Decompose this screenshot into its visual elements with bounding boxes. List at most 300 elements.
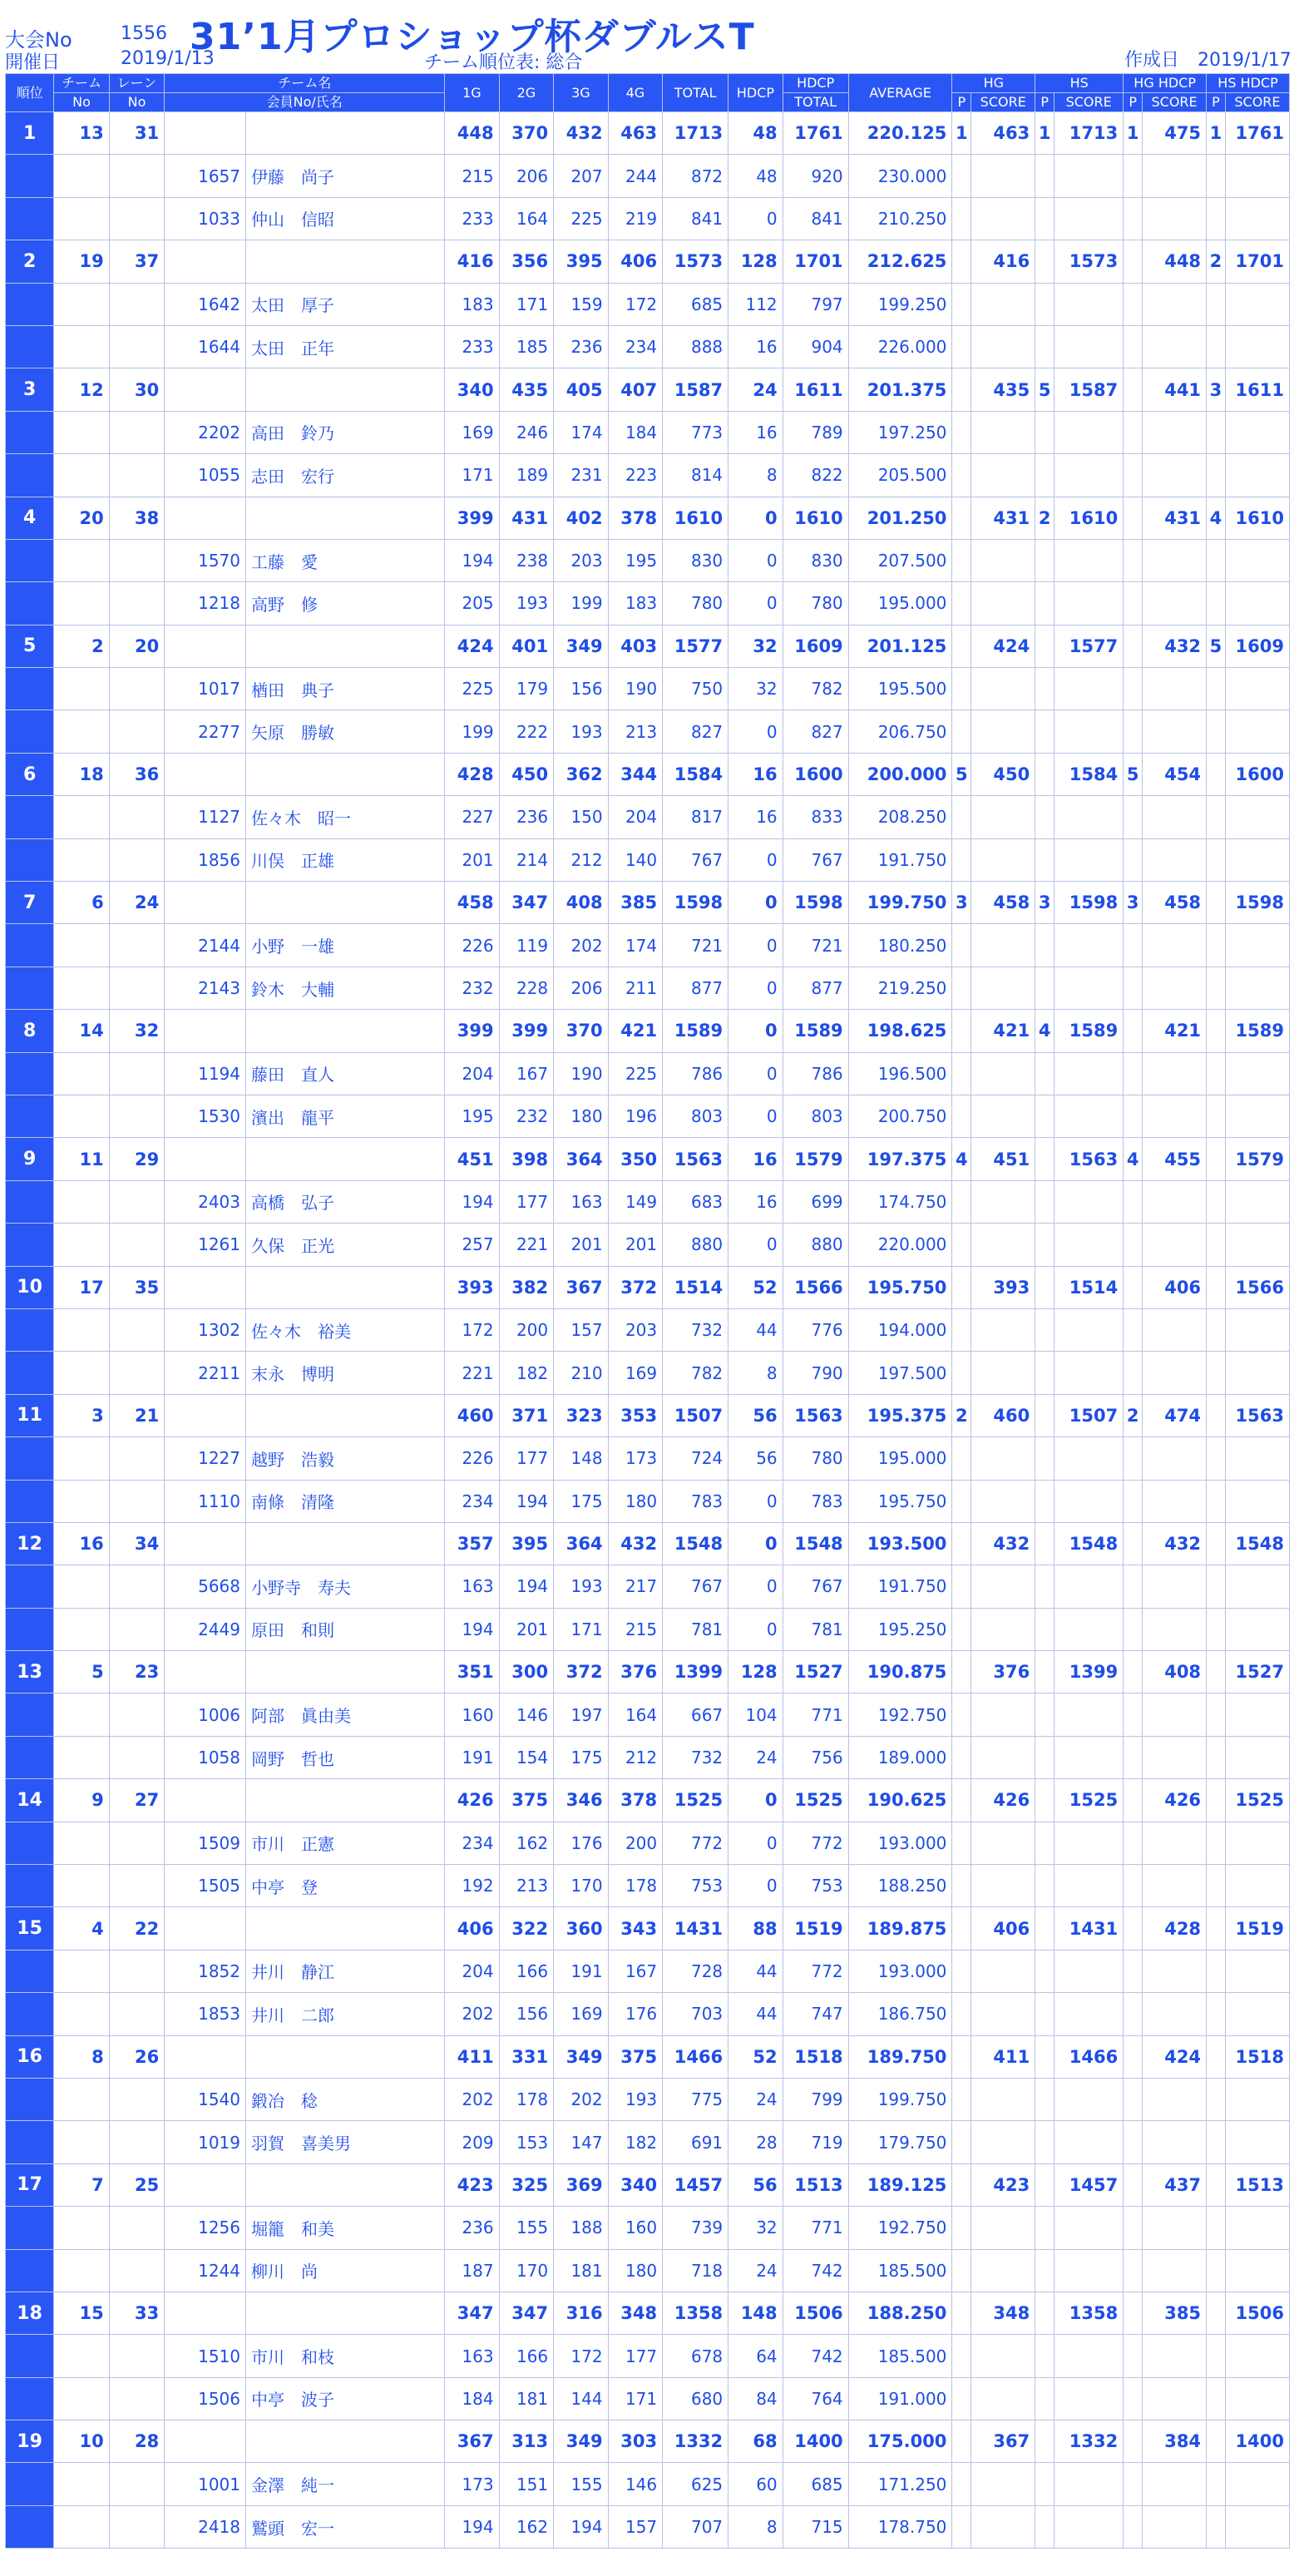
game-2-cell: 238 [499, 539, 554, 581]
award-empty-cell [1143, 2121, 1207, 2163]
award-empty-cell [952, 1950, 971, 1992]
average-cell: 179.750 [848, 2121, 952, 2163]
hg-hdcp-score-cell: 385 [1143, 2292, 1207, 2334]
member-row [6, 1180, 1290, 1223]
hs-place-cell [1035, 240, 1054, 283]
total-cell: 877 [663, 967, 728, 1009]
hdcp-total-cell: 1400 [783, 2420, 848, 2463]
hdcp-total-cell: 721 [783, 924, 848, 967]
game-3-cell: 364 [554, 1522, 609, 1565]
member-no-cell: 1644 [165, 325, 246, 368]
award-empty-cell [1207, 2078, 1226, 2120]
lane-no-cell [109, 155, 165, 197]
game-4-cell: 167 [608, 1950, 663, 1992]
member-no-cell [165, 368, 246, 411]
lane-no-cell [109, 1095, 165, 1137]
game-2-cell: 431 [499, 497, 554, 539]
hg-hdcp-place-cell [1124, 625, 1143, 667]
member-row [6, 1822, 1290, 1864]
game-2-cell: 450 [499, 753, 554, 795]
award-empty-cell [1207, 1352, 1226, 1394]
game-2-cell: 154 [499, 1736, 554, 1778]
award-empty-cell [1054, 1480, 1124, 1522]
game-4-cell: 196 [608, 1095, 663, 1137]
member-no-cell: 1001 [165, 2463, 246, 2505]
hg-place-cell [952, 1907, 971, 1950]
hg-hdcp-place-cell: 2 [1124, 1394, 1143, 1436]
award-empty-cell [952, 454, 971, 497]
member-no-cell [165, 882, 246, 924]
col-lane-1: レーン [109, 74, 165, 93]
game-1-cell: 393 [445, 1266, 500, 1308]
col-average: AVERAGE [848, 74, 952, 112]
col-hg-score: SCORE [971, 93, 1035, 112]
col-teamname-1: チーム名 [165, 74, 445, 93]
hdcp-cell: 0 [728, 838, 783, 881]
game-1-cell: 204 [445, 1052, 500, 1095]
award-empty-cell [971, 582, 1035, 625]
award-empty-cell [1225, 325, 1289, 368]
game-2-cell: 189 [499, 454, 554, 497]
award-empty-cell [1035, 1095, 1054, 1137]
award-empty-cell [1035, 411, 1054, 453]
team-no-cell [54, 1822, 110, 1864]
game-4-cell: 183 [608, 582, 663, 625]
award-empty-cell [1124, 411, 1143, 453]
award-empty-cell [1225, 2249, 1289, 2292]
game-3-cell: 202 [554, 2078, 609, 2120]
member-row [6, 1095, 1290, 1137]
lane-no-cell [109, 197, 165, 240]
team-no-cell [54, 924, 110, 967]
award-empty-cell [1054, 1052, 1124, 1095]
award-empty-cell [1054, 668, 1124, 710]
hg-hdcp-score-cell: 406 [1143, 1266, 1207, 1308]
award-empty-cell [1207, 1565, 1226, 1608]
award-empty-cell [952, 1052, 971, 1095]
hg-place-cell: 3 [952, 882, 971, 924]
lane-no-cell [109, 411, 165, 453]
hdcp-total-cell: 1611 [783, 368, 848, 411]
member-row [6, 2207, 1290, 2249]
rank-cell: 7 [6, 882, 54, 924]
team-no-cell [54, 1736, 110, 1778]
game-4-cell: 182 [608, 2121, 663, 2163]
award-empty-cell [952, 2335, 971, 2377]
total-cell: 1399 [663, 1651, 728, 1693]
award-empty-cell [1035, 2335, 1054, 2377]
award-empty-cell [1207, 1180, 1226, 1223]
game-2-cell: 194 [499, 1565, 554, 1608]
total-cell: 803 [663, 1095, 728, 1137]
award-empty-cell [1054, 539, 1124, 581]
team-name-cell [246, 1266, 445, 1308]
lane-no-cell: 29 [109, 1138, 165, 1180]
lane-no-cell [109, 1736, 165, 1778]
member-name-cell: 川俣 正雄 [246, 838, 445, 881]
hdcp-cell: 0 [728, 197, 783, 240]
average-cell: 199.750 [848, 2078, 952, 2120]
game-4-cell: 348 [608, 2292, 663, 2334]
lane-no-cell: 22 [109, 1907, 165, 1950]
total-cell: 1610 [663, 497, 728, 539]
game-1-cell: 234 [445, 1480, 500, 1522]
game-3-cell: 175 [554, 1736, 609, 1778]
game-4-cell: 212 [608, 1736, 663, 1778]
member-no-cell: 1055 [165, 454, 246, 497]
award-empty-cell [1035, 539, 1054, 581]
award-empty-cell [1225, 2505, 1289, 2548]
hs-hdcp-score-cell: 1518 [1225, 2035, 1289, 2078]
member-row [6, 582, 1290, 625]
team-row [6, 2163, 1290, 2206]
hs-score-cell: 1399 [1054, 1651, 1124, 1693]
game-3-cell: 172 [554, 2335, 609, 2377]
hdcp-total-cell: 1527 [783, 1651, 848, 1693]
report-subtitle: チーム順位表: 総合 [424, 52, 583, 73]
award-empty-cell [1143, 1865, 1207, 1907]
hg-place-cell [952, 2420, 971, 2463]
col-teamname-2: 会員No/氏名 [165, 93, 445, 112]
award-empty-cell [1035, 2078, 1054, 2120]
hg-place-cell [952, 1266, 971, 1308]
game-3-cell: 150 [554, 796, 609, 838]
award-empty-cell [1035, 1352, 1054, 1394]
award-empty-cell [971, 2335, 1035, 2377]
award-empty-cell [1207, 2463, 1226, 2505]
member-name-cell: 中亭 登 [246, 1865, 445, 1907]
game-3-cell: 349 [554, 2420, 609, 2463]
hdcp-total-cell: 827 [783, 710, 848, 753]
award-empty-cell [1054, 1565, 1124, 1608]
hg-hdcp-score-cell: 448 [1143, 240, 1207, 283]
award-empty-cell [952, 1308, 971, 1351]
award-empty-cell [1035, 1993, 1054, 2035]
hs-score-cell: 1507 [1054, 1394, 1124, 1436]
game-1-cell: 160 [445, 1693, 500, 1736]
hdcp-cell: 16 [728, 753, 783, 795]
hdcp-total-cell: 756 [783, 1736, 848, 1778]
game-2-cell: 325 [499, 2163, 554, 2206]
hs-hdcp-place-cell [1207, 1651, 1226, 1693]
hdcp-total-cell: 1579 [783, 1138, 848, 1180]
hg-hdcp-score-cell: 474 [1143, 1394, 1207, 1436]
rank-cell [6, 1052, 54, 1095]
award-empty-cell [1143, 2249, 1207, 2292]
award-empty-cell [1035, 1822, 1054, 1864]
member-name-cell: 小野寺 寿夫 [246, 1565, 445, 1608]
average-cell: 189.875 [848, 1907, 952, 1950]
lane-no-cell: 20 [109, 625, 165, 667]
lane-no-cell [109, 2249, 165, 2292]
award-empty-cell [1207, 582, 1226, 625]
average-cell: 220.125 [848, 112, 952, 155]
award-empty-cell [1207, 2335, 1226, 2377]
hs-place-cell [1035, 2035, 1054, 2078]
award-empty-cell [1054, 155, 1124, 197]
team-row [6, 497, 1290, 539]
member-row [6, 1352, 1290, 1394]
game-3-cell: 360 [554, 1907, 609, 1950]
total-cell: 691 [663, 2121, 728, 2163]
member-name-cell: 市川 和枝 [246, 2335, 445, 2377]
total-cell: 781 [663, 1608, 728, 1650]
member-no-cell [165, 2420, 246, 2463]
award-empty-cell [1207, 411, 1226, 453]
game-3-cell: 174 [554, 411, 609, 453]
award-empty-cell [1207, 1224, 1226, 1266]
award-empty-cell [1207, 1950, 1226, 1992]
team-no-cell: 16 [54, 1522, 110, 1565]
rank-cell: 17 [6, 2163, 54, 2206]
average-cell: 219.250 [848, 967, 952, 1009]
member-no-cell: 5668 [165, 1565, 246, 1608]
game-3-cell: 155 [554, 2463, 609, 2505]
average-cell: 195.375 [848, 1394, 952, 1436]
award-empty-cell [1124, 2078, 1143, 2120]
average-cell: 193.000 [848, 1950, 952, 1992]
award-empty-cell [1143, 1993, 1207, 2035]
award-empty-cell [952, 2121, 971, 2163]
average-cell: 194.000 [848, 1308, 952, 1351]
member-no-cell: 1530 [165, 1095, 246, 1137]
award-empty-cell [1054, 838, 1124, 881]
award-empty-cell [1054, 2505, 1124, 2548]
hdcp-cell: 84 [728, 2377, 783, 2420]
hdcp-total-cell: 747 [783, 1993, 848, 2035]
member-no-cell: 2211 [165, 1352, 246, 1394]
rank-cell [6, 539, 54, 581]
member-name-cell: 太田 正年 [246, 325, 445, 368]
total-cell: 707 [663, 2505, 728, 2548]
member-row [6, 924, 1290, 967]
member-name-cell: 南條 清隆 [246, 1480, 445, 1522]
average-cell: 201.125 [848, 625, 952, 667]
game-1-cell: 226 [445, 924, 500, 967]
game-4-cell: 225 [608, 1052, 663, 1095]
game-2-cell: 399 [499, 1010, 554, 1052]
member-name-cell: 小野 一雄 [246, 924, 445, 967]
hs-hdcp-place-cell: 1 [1207, 112, 1226, 155]
award-empty-cell [1225, 539, 1289, 581]
hg-hdcp-place-cell [1124, 1010, 1143, 1052]
hdcp-total-cell: 772 [783, 1950, 848, 1992]
award-empty-cell [1143, 2463, 1207, 2505]
game-2-cell: 370 [499, 112, 554, 155]
hdcp-cell: 0 [728, 539, 783, 581]
total-cell: 732 [663, 1308, 728, 1351]
team-no-cell [54, 1180, 110, 1223]
game-4-cell: 244 [608, 155, 663, 197]
award-empty-cell [1124, 1352, 1143, 1394]
member-row [6, 325, 1290, 368]
col-hg-p: P [952, 93, 971, 112]
award-empty-cell [1124, 1693, 1143, 1736]
award-empty-cell [1124, 2505, 1143, 2548]
col-hs-p: P [1035, 93, 1054, 112]
rank-cell [6, 1608, 54, 1650]
award-empty-cell [1143, 1052, 1207, 1095]
average-cell: 195.750 [848, 1480, 952, 1522]
award-empty-cell [952, 668, 971, 710]
average-cell: 197.500 [848, 1352, 952, 1394]
average-cell: 200.000 [848, 753, 952, 795]
member-no-cell: 2403 [165, 1180, 246, 1223]
game-1-cell: 233 [445, 197, 500, 240]
average-cell: 189.000 [848, 1736, 952, 1778]
game-4-cell: 174 [608, 924, 663, 967]
hdcp-total-cell: 1513 [783, 2163, 848, 2206]
hdcp-total-cell: 1761 [783, 112, 848, 155]
rank-cell [6, 411, 54, 453]
game-1-cell: 184 [445, 2377, 500, 2420]
game-2-cell: 222 [499, 710, 554, 753]
total-cell: 780 [663, 582, 728, 625]
game-3-cell: 370 [554, 1010, 609, 1052]
total-cell: 685 [663, 283, 728, 325]
average-cell: 200.750 [848, 1095, 952, 1137]
award-empty-cell [1054, 1095, 1124, 1137]
total-cell: 1584 [663, 753, 728, 795]
award-empty-cell [952, 2505, 971, 2548]
hdcp-total-cell: 920 [783, 155, 848, 197]
award-empty-cell [1143, 796, 1207, 838]
award-empty-cell [1035, 1950, 1054, 1992]
lane-no-cell [109, 2335, 165, 2377]
member-no-cell [165, 2292, 246, 2334]
hdcp-total-cell: 776 [783, 1308, 848, 1351]
award-empty-cell [1143, 1095, 1207, 1137]
award-empty-cell [1225, 2377, 1289, 2420]
hg-place-cell: 2 [952, 1394, 971, 1436]
member-row [6, 2249, 1290, 2292]
game-4-cell: 171 [608, 2377, 663, 2420]
member-no-cell: 1256 [165, 2207, 246, 2249]
game-4-cell: 353 [608, 1394, 663, 1436]
hg-place-cell [952, 1651, 971, 1693]
award-empty-cell [952, 155, 971, 197]
award-empty-cell [1054, 967, 1124, 1009]
rank-cell: 9 [6, 1138, 54, 1180]
team-row [6, 2420, 1290, 2463]
member-no-cell: 2202 [165, 411, 246, 453]
hdcp-total-cell: 789 [783, 411, 848, 453]
game-3-cell: 191 [554, 1950, 609, 1992]
team-no-cell: 4 [54, 1907, 110, 1950]
rank-cell [6, 2249, 54, 2292]
total-cell: 1507 [663, 1394, 728, 1436]
hg-hdcp-place-cell: 3 [1124, 882, 1143, 924]
award-empty-cell [1035, 582, 1054, 625]
award-empty-cell [1225, 1736, 1289, 1778]
game-2-cell: 181 [499, 2377, 554, 2420]
award-empty-cell [1124, 668, 1143, 710]
hs-hdcp-place-cell [1207, 1907, 1226, 1950]
award-empty-cell [1035, 1565, 1054, 1608]
hg-score-cell: 367 [971, 2420, 1035, 2463]
col-team-2: No [54, 93, 110, 112]
award-empty-cell [1225, 1052, 1289, 1095]
average-cell: 190.875 [848, 1651, 952, 1693]
award-empty-cell [1207, 1052, 1226, 1095]
hs-place-cell [1035, 1907, 1054, 1950]
award-empty-cell [971, 967, 1035, 1009]
award-empty-cell [1207, 1865, 1226, 1907]
hdcp-total-cell: 822 [783, 454, 848, 497]
award-empty-cell [1054, 2377, 1124, 2420]
hg-score-cell: 426 [971, 1779, 1035, 1822]
game-4-cell: 176 [608, 1993, 663, 2035]
hdcp-total-cell: 877 [783, 967, 848, 1009]
award-empty-cell [1143, 967, 1207, 1009]
game-1-cell: 236 [445, 2207, 500, 2249]
award-empty-cell [952, 2207, 971, 2249]
game-1-cell: 411 [445, 2035, 500, 2078]
hdcp-total-cell: 1701 [783, 240, 848, 283]
tournament-no-label: 大会No [5, 28, 72, 52]
member-name-cell: 伊藤 尚子 [246, 155, 445, 197]
member-no-cell: 1019 [165, 2121, 246, 2163]
award-empty-cell [1054, 1736, 1124, 1778]
game-4-cell: 234 [608, 325, 663, 368]
rank-cell [6, 155, 54, 197]
award-empty-cell [1143, 1437, 1207, 1480]
lane-no-cell [109, 1224, 165, 1266]
total-cell: 1466 [663, 2035, 728, 2078]
tournament-no: 1556 [121, 23, 167, 44]
award-empty-cell [1225, 1993, 1289, 2035]
award-empty-cell [1124, 2463, 1143, 2505]
rank-cell: 16 [6, 2035, 54, 2078]
game-3-cell: 175 [554, 1480, 609, 1522]
award-empty-cell [1143, 838, 1207, 881]
team-no-cell: 3 [54, 1394, 110, 1436]
rank-cell [6, 2207, 54, 2249]
hs-score-cell: 1610 [1054, 497, 1124, 539]
award-empty-cell [1035, 155, 1054, 197]
total-cell: 1573 [663, 240, 728, 283]
hs-hdcp-place-cell [1207, 2420, 1226, 2463]
game-2-cell: 435 [499, 368, 554, 411]
game-2-cell: 178 [499, 2078, 554, 2120]
game-1-cell: 192 [445, 1865, 500, 1907]
hg-hdcp-score-cell: 458 [1143, 882, 1207, 924]
game-3-cell: 176 [554, 1822, 609, 1864]
average-cell: 199.750 [848, 882, 952, 924]
game-2-cell: 193 [499, 582, 554, 625]
award-empty-cell [1143, 1693, 1207, 1736]
hg-score-cell: 435 [971, 368, 1035, 411]
average-cell: 208.250 [848, 796, 952, 838]
member-no-cell: 1218 [165, 582, 246, 625]
lane-no-cell [109, 710, 165, 753]
hdcp-cell: 52 [728, 1266, 783, 1308]
award-empty-cell [952, 2078, 971, 2120]
average-cell: 186.750 [848, 1993, 952, 2035]
lane-no-cell [109, 1608, 165, 1650]
hdcp-cell: 44 [728, 1308, 783, 1351]
hs-score-cell: 1431 [1054, 1907, 1124, 1950]
rank-cell [6, 197, 54, 240]
game-2-cell: 194 [499, 1480, 554, 1522]
total-cell: 1548 [663, 1522, 728, 1565]
hdcp-cell: 128 [728, 240, 783, 283]
team-row [6, 368, 1290, 411]
hdcp-cell: 56 [728, 1394, 783, 1436]
game-3-cell: 236 [554, 325, 609, 368]
total-cell: 1457 [663, 2163, 728, 2206]
rank-cell: 6 [6, 753, 54, 795]
